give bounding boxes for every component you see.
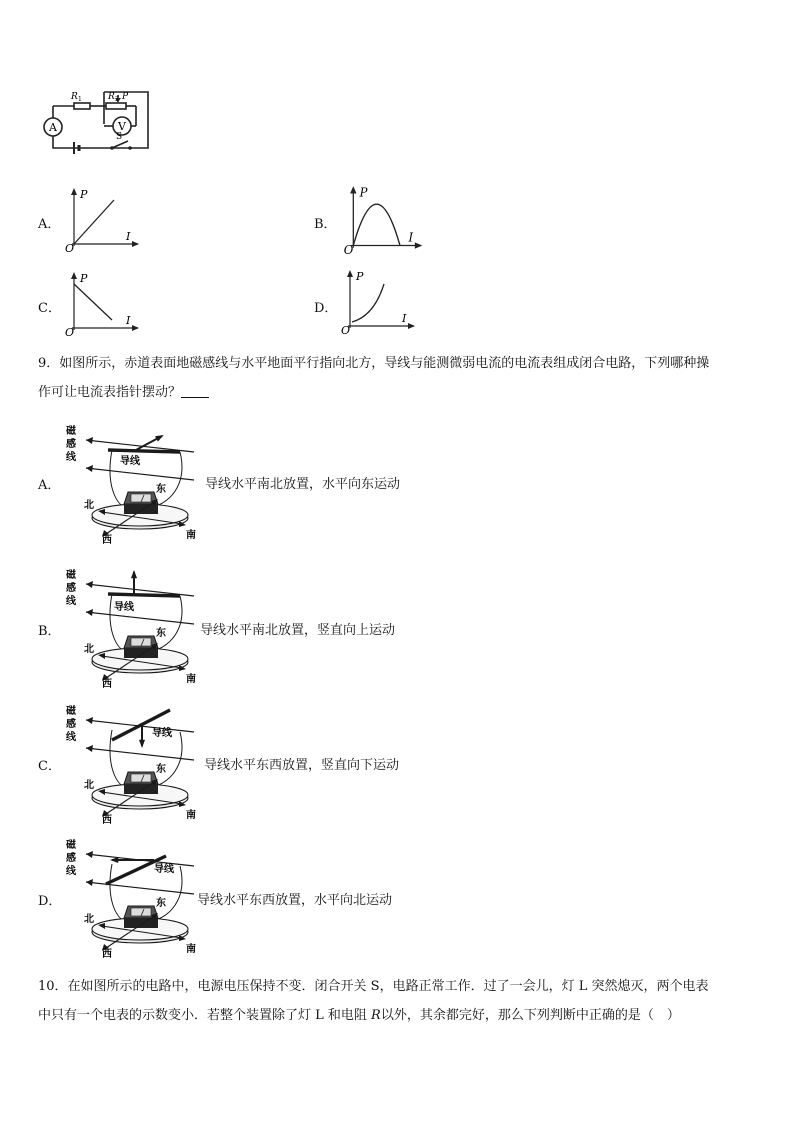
q9-option-b-letter: B． — [38, 624, 61, 639]
r1-label: R — [71, 92, 78, 102]
origin-label: O — [65, 242, 75, 252]
field-label-char: 感 — [66, 583, 76, 594]
field-label-char: 感 — [66, 719, 76, 730]
field-label-char: 线 — [66, 866, 76, 877]
q8-option-d-graph — [338, 268, 418, 334]
field-line — [86, 468, 194, 480]
direction-label: 北 — [84, 644, 94, 655]
direction-label: 东 — [156, 484, 166, 495]
field-label-char: 感 — [66, 853, 76, 864]
origin-label: O — [343, 243, 354, 254]
voltmeter-label: V — [118, 120, 126, 133]
x-axis-label: I — [408, 230, 414, 245]
q9-option-a-text: 导线水平南北放置，水平向东运动 — [205, 477, 401, 492]
y-axis-label: P — [359, 185, 368, 200]
direction-label: 西 — [102, 949, 112, 958]
direction-label: 北 — [84, 914, 94, 925]
r1-sub: 1 — [78, 96, 82, 103]
field-label-char: 线 — [66, 596, 76, 607]
q8-circuit-diagram — [38, 86, 158, 166]
q10-stem-line1: 10．在如图所示的电路中，电源电压保持不变．闭合开关 S，电路正常工作．过了一会儿，灯 L 突然熄灭，两个电表 — [38, 979, 709, 994]
x-axis-label: I — [402, 312, 407, 325]
direction-label: 南 — [186, 944, 196, 955]
direction-label: 东 — [156, 898, 166, 909]
direction-label: 北 — [84, 780, 94, 791]
wire-label: 导线 — [114, 602, 134, 613]
conductor-wire — [108, 594, 180, 596]
field-label-char: 磁 — [66, 570, 76, 581]
q10-stem-line2b: 以外，其余都完好，那么下列判断中正确的是（ ） — [380, 1008, 680, 1023]
field-label-char: 线 — [66, 452, 76, 463]
r2-sub: 2 — [115, 96, 119, 103]
conductor-wire — [108, 450, 180, 452]
direction-label: 南 — [186, 530, 196, 541]
q8-option-a-graph — [62, 186, 142, 252]
q9-option-b-text: 导线水平南北放置，竖直向上运动 — [200, 623, 396, 638]
q9-stem-line1: 9．如图所示，赤道表面地磁感线与水平地面平行指向北方，导线与能测微弱电流的电流表组成闭合电路，下列哪种操 — [38, 356, 710, 371]
pi-curve — [352, 284, 384, 322]
q9-stem-line2: 作可让电流表指针摆动？ — [38, 385, 182, 400]
direction-label: 西 — [102, 535, 112, 544]
field-label-char: 感 — [66, 439, 76, 450]
pi-curve — [74, 200, 114, 244]
pi-curve — [353, 204, 400, 245]
q9-option-d-figure — [62, 836, 204, 958]
q8-option-b-graph — [338, 184, 428, 254]
q10-resistor-symbol: R — [371, 1008, 381, 1023]
origin-label: O — [65, 326, 75, 336]
direction-label: 西 — [102, 679, 112, 688]
origin-label: O — [341, 324, 351, 334]
direction-label: 东 — [156, 764, 166, 775]
ammeter-label: A — [49, 121, 57, 134]
field-label-char: 线 — [66, 732, 76, 743]
field-label-char: 磁 — [66, 426, 76, 437]
q9-option-c-figure — [62, 702, 204, 824]
direction-label: 南 — [186, 810, 196, 821]
q8-option-a-letter: A． — [38, 217, 61, 232]
q8-option-c-letter: C． — [38, 301, 61, 316]
field-line — [86, 748, 194, 760]
q10-stem — [38, 972, 778, 1030]
q8-option-d-letter: D． — [314, 301, 338, 316]
field-line — [86, 612, 194, 624]
wire-label: 导线 — [154, 864, 174, 875]
wire-label: 导线 — [152, 728, 172, 739]
q8-option-c-graph — [62, 270, 142, 336]
x-axis-label: I — [126, 230, 131, 243]
q9-option-b-figure — [62, 566, 204, 688]
field-label-char: 磁 — [66, 840, 76, 851]
q9-option-d-letter: D． — [38, 894, 62, 909]
wire-label: 导线 — [120, 456, 140, 467]
field-line — [86, 882, 194, 894]
direction-label: 北 — [84, 500, 94, 511]
y-axis-label: P — [356, 270, 364, 283]
y-axis-label: P — [80, 188, 88, 201]
q9-option-d-text: 导线水平东西放置，水平向北运动 — [197, 893, 393, 908]
q10-stem-line2a: 中只有一个电表的示数变小．若整个装置除了灯 L 和电阻 — [38, 1008, 372, 1023]
q9-option-c-text: 导线水平东西放置，竖直向下运动 — [204, 758, 400, 773]
field-label-char: 磁 — [66, 706, 76, 717]
pi-curve — [74, 284, 112, 320]
direction-label: 西 — [102, 815, 112, 824]
direction-label: 南 — [186, 674, 196, 685]
q9-option-a-figure — [62, 422, 204, 544]
q9-stem — [38, 349, 768, 407]
x-axis-label: I — [126, 314, 131, 327]
switch-label: S — [116, 132, 123, 142]
p-label: P — [122, 92, 129, 102]
direction-label: 东 — [156, 628, 166, 639]
y-axis-label: P — [80, 272, 88, 285]
r2-label: R — [108, 92, 115, 102]
q8-option-b-letter: B． — [314, 217, 337, 232]
answer-blank[interactable] — [181, 383, 209, 398]
q9-option-c-letter: C． — [38, 759, 61, 774]
q9-option-a-letter: A． — [38, 478, 61, 493]
